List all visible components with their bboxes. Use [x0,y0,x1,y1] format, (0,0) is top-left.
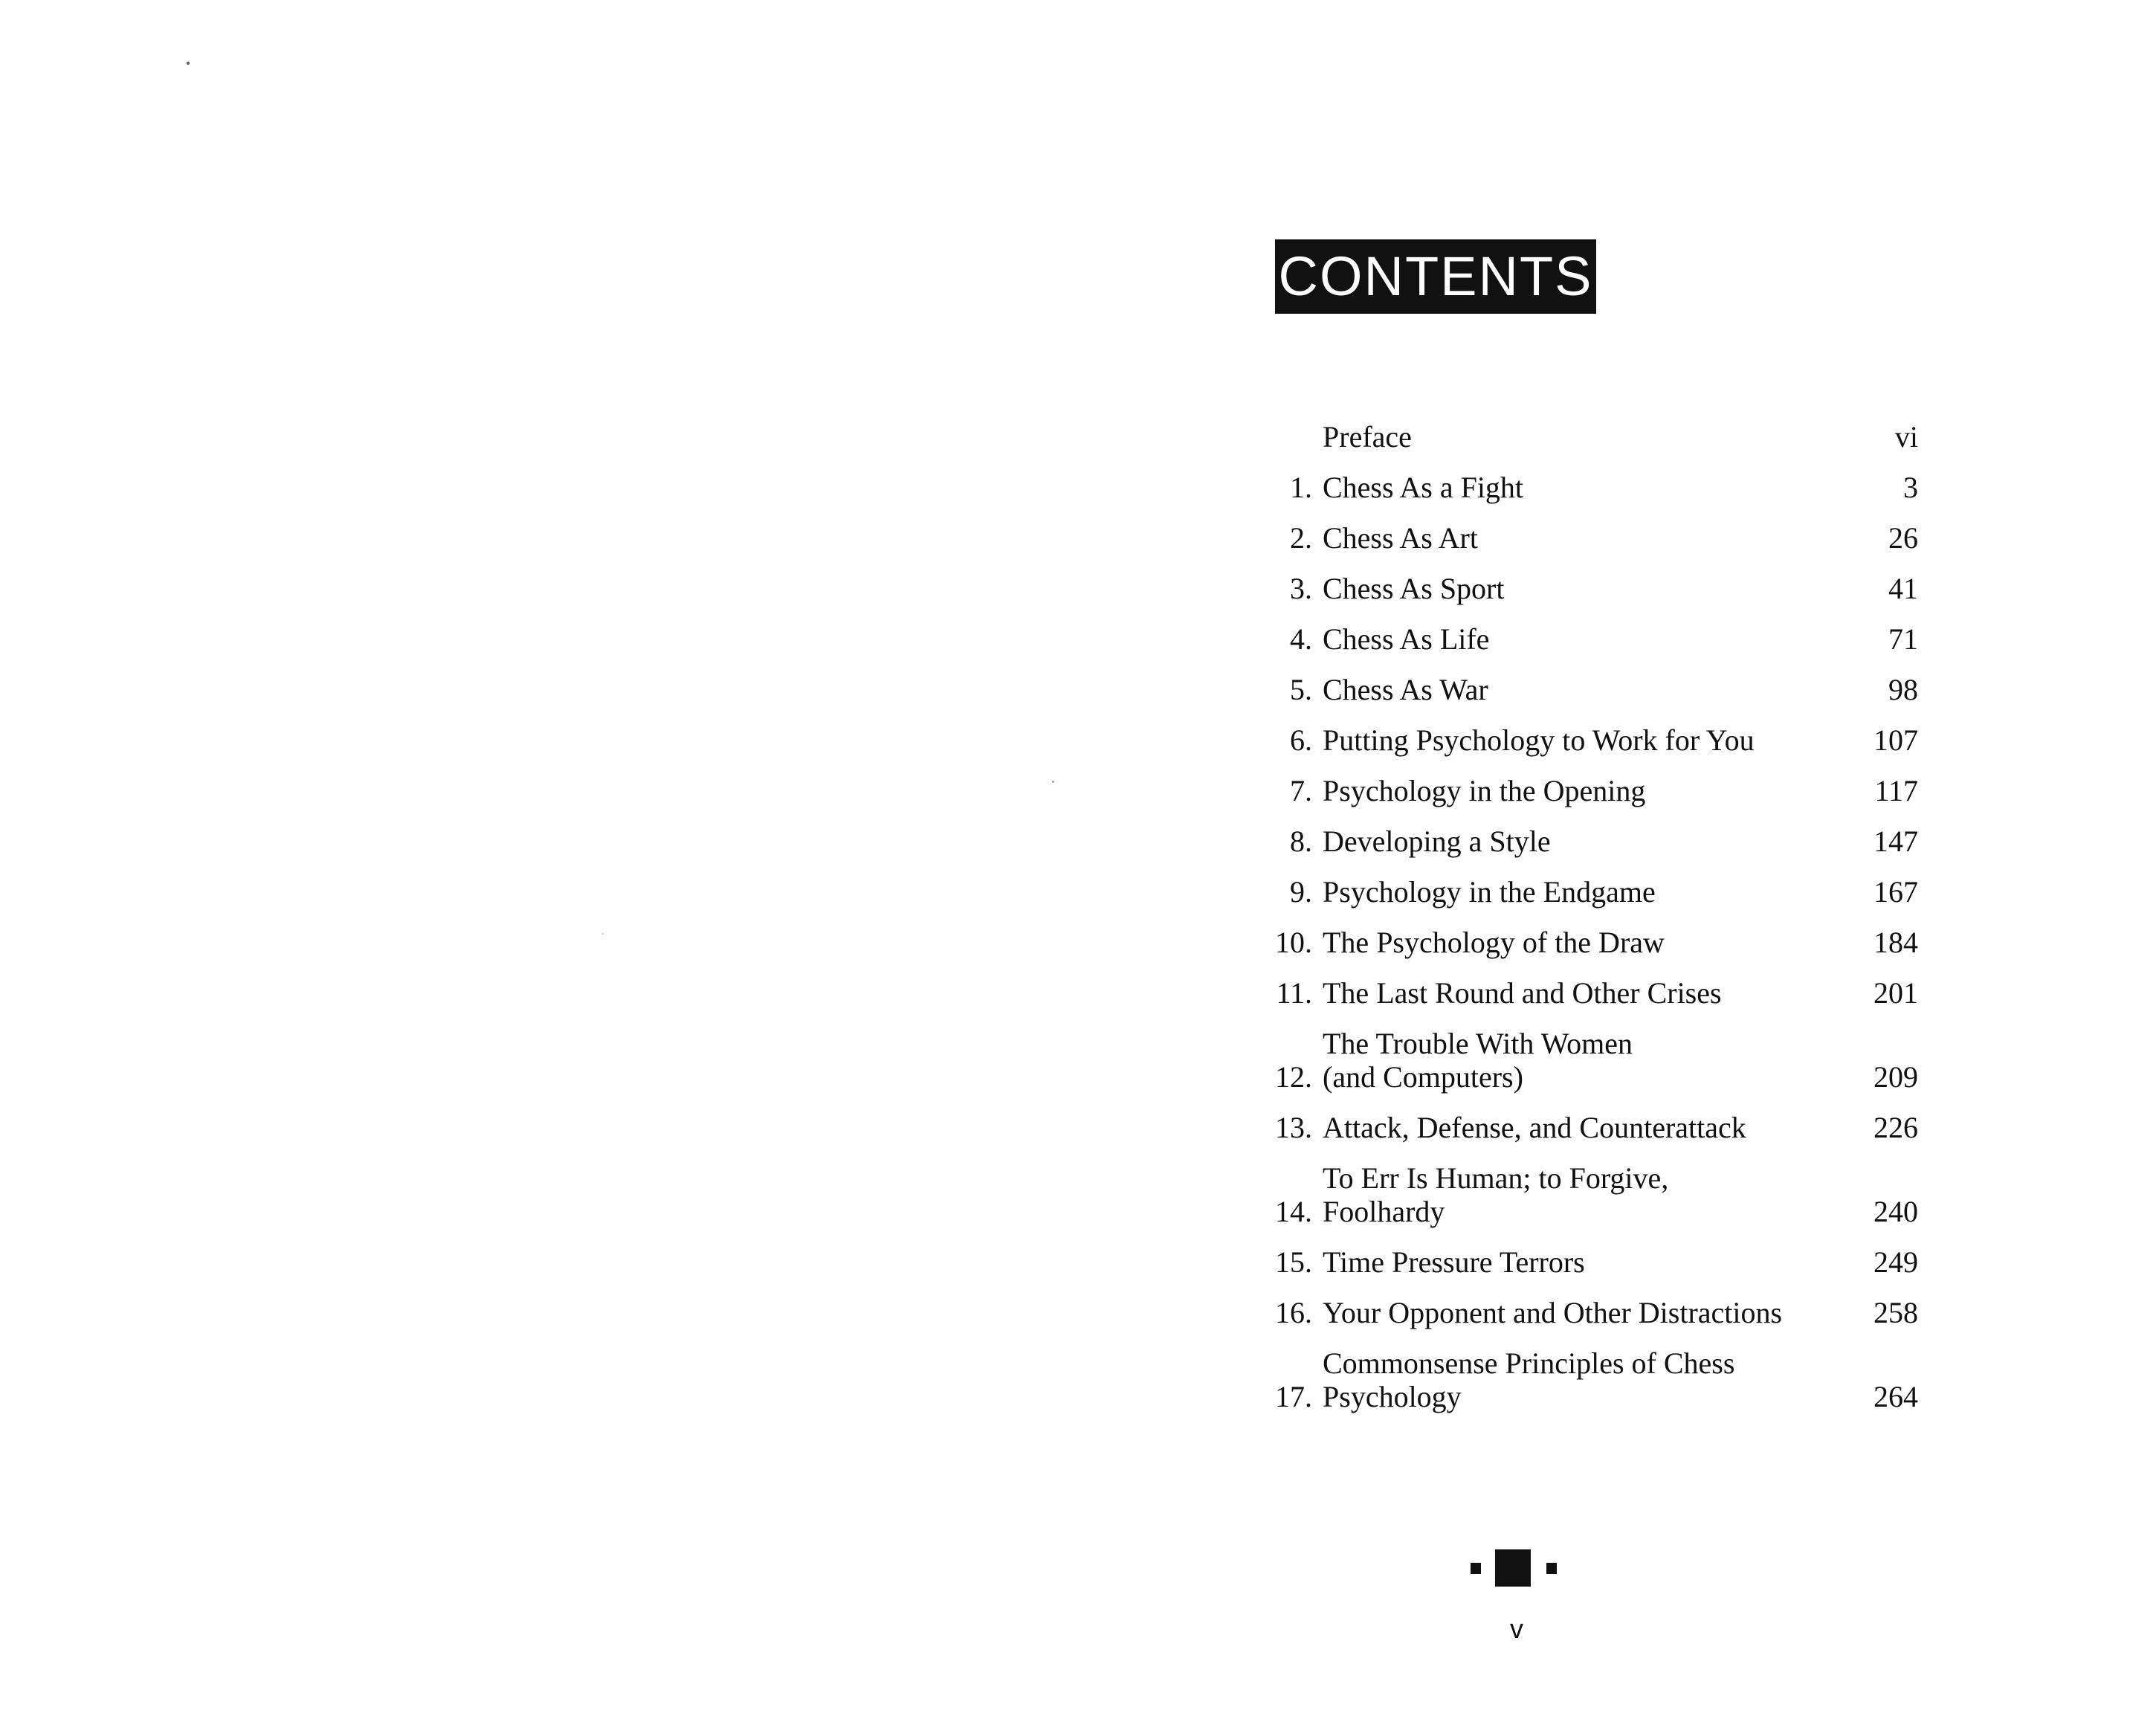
toc-entry-title [1312,926,1844,959]
toc-entry [1238,673,1918,706]
toc-entry-title-line: Commonsense Principles of Chess [1323,1346,1735,1380]
toc-entry-title-line: Chess As Art [1323,521,1478,555]
speck-mark [602,933,604,935]
toc-entry-page: 264 [1873,1380,1918,1413]
toc-entry [1238,825,1918,858]
toc-entry-title-line: Preface [1323,420,1412,454]
toc-entry-title-line: The Last Round and Other Crises [1323,976,1722,1010]
toc-entry-title-line: Putting Psychology to Work for You [1323,723,1755,757]
toc-entry [1238,1111,1918,1144]
toc-entry-number: 10. [1275,926,1312,959]
toc-entry-page: vi [1894,420,1918,454]
toc-entry-number: 2. [1290,521,1312,555]
toc-entry-title-line: (and Computers) [1323,1060,1523,1094]
toc-entry [1238,622,1918,656]
toc-entry-page: 41 [1888,572,1918,605]
toc-entry [1238,521,1918,555]
toc-entry [1238,774,1918,807]
toc-entry-title [1312,1296,1844,1329]
toc-entry [1238,1161,1918,1228]
ornament-square-large [1495,1549,1531,1587]
toc-entry-title [1312,1346,1844,1413]
toc-entry-number: 8. [1290,825,1312,858]
toc-entry-title [1312,1161,1844,1228]
toc-entry-title [1312,471,1844,504]
toc-entry-page: 117 [1874,774,1918,807]
toc-entry-title-line: Developing a Style [1323,825,1551,858]
toc-entry-title-line: Psychology in the Endgame [1323,875,1656,909]
toc-entry-page: 240 [1873,1195,1918,1228]
toc-entry-title-line: Chess As War [1323,673,1488,706]
toc-entry-number: 17. [1275,1380,1312,1413]
toc-entry-number: 13. [1275,1111,1312,1144]
toc-entry-title-line: Attack, Defense, and Counterattack [1323,1111,1746,1144]
toc-entry-page: 3 [1903,471,1918,504]
toc-entry-number: 5. [1290,673,1312,706]
toc-entry-title-line: The Psychology of the Draw [1323,926,1665,959]
toc-entry-number: 15. [1275,1245,1312,1279]
toc-entry-title [1312,774,1844,807]
toc-entry-page: 71 [1888,622,1918,656]
toc-entry-title [1312,825,1844,858]
toc-entry-number: 14. [1275,1195,1312,1228]
toc-entry [1238,572,1918,605]
toc-entry-title-line: To Err Is Human; to Forgive, [1323,1161,1669,1195]
toc-entry [1238,875,1918,909]
toc-entry-page: 184 [1873,926,1918,959]
toc-entry [1238,420,1918,454]
toc-entry [1238,1346,1918,1413]
toc-entry-page: 249 [1873,1245,1918,1279]
toc-entry-number: 3. [1290,572,1312,605]
toc-entry-number: 7. [1290,774,1312,807]
toc-entry [1238,1245,1918,1279]
toc-entry-title [1312,420,1844,454]
toc-entry [1238,1296,1918,1329]
toc-entry-title-line: Time Pressure Terrors [1323,1245,1585,1279]
toc-entry-title [1312,572,1844,605]
toc-entry [1238,723,1918,757]
toc-entry-number: 1. [1290,471,1312,504]
toc-entry-title-line: Psychology [1323,1380,1462,1413]
toc-entry-page: 98 [1888,673,1918,706]
ornament-square-small [1546,1563,1557,1574]
toc-entry-number: 9. [1290,875,1312,909]
toc-entry-page: 107 [1873,723,1918,757]
toc-entry-page: 167 [1873,875,1918,909]
table-of-contents [1238,420,1918,1430]
toc-entry-number: 12. [1275,1060,1312,1094]
toc-entry-title [1312,1111,1844,1144]
toc-entry-page: 209 [1873,1060,1918,1094]
toc-entry-title-line: Chess As Life [1323,622,1490,656]
toc-entry-title-line: Chess As a Fight [1323,471,1524,504]
toc-entry-title-line: The Trouble With Women [1323,1027,1633,1060]
toc-entry-number: 6. [1290,723,1312,757]
ornament-square-small [1471,1563,1481,1574]
toc-entry-page: 258 [1873,1296,1918,1329]
toc-entry-title [1312,673,1844,706]
contents-heading: CONTENTS [1275,239,1596,314]
toc-entry-title-line: Your Opponent and Other Distractions [1323,1296,1783,1329]
toc-entry-page: 26 [1888,521,1918,555]
toc-entry-title-line: Foolhardy [1323,1195,1445,1228]
toc-entry-page: 147 [1873,825,1918,858]
toc-entry-title [1312,976,1844,1010]
toc-entry-title [1312,875,1844,909]
toc-entry [1238,1027,1918,1094]
speck-mark [187,62,190,65]
toc-entry-title [1312,521,1844,555]
toc-entry-title [1312,1245,1844,1279]
toc-entry-number: 16. [1275,1296,1312,1329]
toc-entry [1238,471,1918,504]
toc-entry-title [1312,1027,1844,1094]
toc-entry [1238,976,1918,1010]
toc-entry-title-line: Chess As Sport [1323,572,1505,605]
toc-entry-number: 4. [1290,622,1312,656]
toc-entry-page: 226 [1873,1111,1918,1144]
toc-entry-number: 11. [1276,976,1312,1010]
toc-entry-page: 201 [1873,976,1918,1010]
ornament-icon [1468,1548,1576,1589]
toc-entry-title [1312,622,1844,656]
toc-entry-title-line: Psychology in the Opening [1323,774,1646,807]
speck-mark [1052,781,1054,783]
toc-entry-title [1312,723,1844,757]
page-number: v [1510,1613,1523,1644]
toc-entry [1238,926,1918,959]
